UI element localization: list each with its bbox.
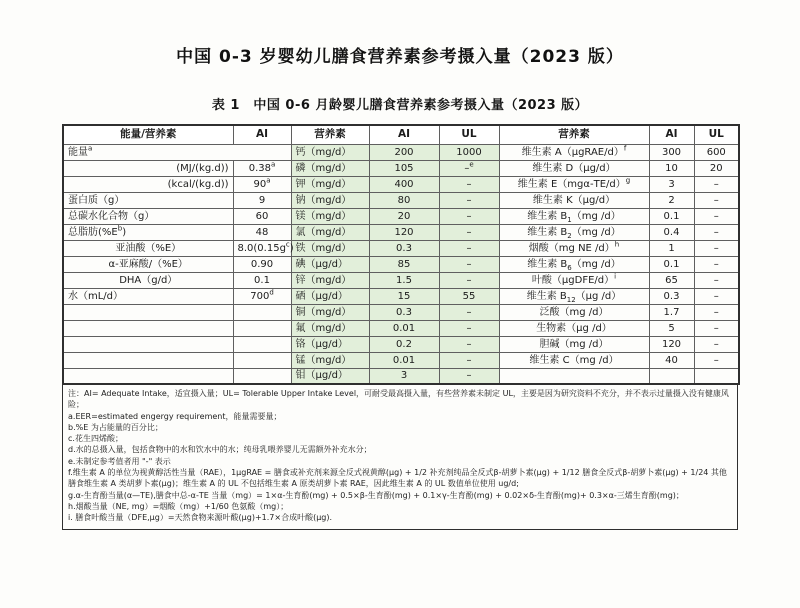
cell-mineral-name: 锌（mg/d）	[291, 272, 369, 288]
cell-vitamin-ai: 5	[649, 320, 694, 336]
cell-mineral-name: 锰（mg/d）	[291, 352, 369, 368]
table-row	[63, 208, 739, 224]
cell-vitamin-ai: 3	[649, 176, 694, 192]
cell-vitamin-ul: –	[694, 256, 739, 272]
cell-mineral-ul: –	[439, 240, 499, 256]
cell-mineral-name: 镁（mg/d）	[291, 208, 369, 224]
cell-vitamin-name: 维生素 $B_1(mg$ /d）	[499, 208, 649, 224]
cell-vitamin-ai: 65	[649, 272, 694, 288]
cell-mineral-ul: –	[439, 336, 499, 352]
cell-vitamin-ai: 2	[649, 192, 694, 208]
cell-mineral-ai: 15	[369, 288, 439, 304]
cell-mineral-ai: 80	[369, 192, 439, 208]
cell-vitamin-ai: 1.7	[649, 304, 694, 320]
cell-vitamin-ai: 0.4	[649, 224, 694, 240]
cell-vitamin-name: 生物素（μg /d）	[499, 320, 649, 336]
cell-vitamin-ul: –	[694, 208, 739, 224]
cell-energy-label	[63, 320, 233, 336]
cell-vitamin-ai: 300	[649, 144, 694, 160]
cell-vitamin-ul: 20	[694, 160, 739, 176]
cell-mineral-ul: –	[439, 208, 499, 224]
dri-table-wrapper	[62, 124, 738, 530]
cell-energy-label: α-亚麻酸/（%E）	[63, 256, 233, 272]
table-row	[63, 272, 739, 288]
footnote-line: e.未制定参考值者用 "-" 表示	[68, 456, 171, 466]
col-header-mineral-ai: AI	[369, 125, 439, 144]
cell-energy-label: 水（mL/d）	[63, 288, 233, 304]
cell-vitamin-name: 维生素 $B_6(mg$ /d）	[499, 256, 649, 272]
cell-mineral-name: 钾（mg/d）	[291, 176, 369, 192]
cell-vitamin-name: 维生素 K（μg/d）	[499, 192, 649, 208]
cell-mineral-ai: 0.3	[369, 304, 439, 320]
cell-vitamin-name	[499, 368, 649, 384]
cell-vitamin-ul: –	[694, 304, 739, 320]
cell-mineral-ai: 120	[369, 224, 439, 240]
table-row	[63, 192, 739, 208]
col-header-vitamin-ul: UL	[694, 125, 739, 144]
table-row	[63, 352, 739, 368]
cell-mineral-ai: 0.01	[369, 352, 439, 368]
cell-vitamin-ai: 1	[649, 240, 694, 256]
cell-energy-ai: $8.0(0.15g^c)$	[233, 240, 291, 256]
cell-mineral-ul: 55	[439, 288, 499, 304]
footnote-line: b.%E 为占能量的百分比；	[68, 422, 163, 432]
footnotes	[62, 385, 738, 530]
cell-energy-label: (kcal/(kg.d))	[63, 176, 233, 192]
cell-vitamin-name: 烟酸（mg NE /d）$^h$	[499, 240, 649, 256]
cell-mineral-ul: –	[439, 224, 499, 240]
table-row	[63, 368, 739, 384]
cell-energy-ai: 0.90	[233, 256, 291, 272]
header-row	[63, 125, 739, 144]
cell-energy-label	[63, 368, 233, 384]
cell-energy-label: (MJ/(kg.d))	[63, 160, 233, 176]
cell-vitamin-ul: 600	[694, 144, 739, 160]
col-header-energy-ai: AI	[233, 125, 291, 144]
cell-mineral-name: 氟（mg/d）	[291, 320, 369, 336]
cell-vitamin-ul: –	[694, 352, 739, 368]
cell-mineral-ai: 400	[369, 176, 439, 192]
footnote-line: a.EER=estimated engergy requirement，能量需要量；	[68, 411, 282, 421]
cell-vitamin-ai: 0.1	[649, 256, 694, 272]
cell-mineral-name: 硒（μg/d）	[291, 288, 369, 304]
cell-mineral-ul: –	[439, 272, 499, 288]
table-row	[63, 288, 739, 304]
cell-vitamin-ul: –	[694, 336, 739, 352]
cell-energy-label	[63, 336, 233, 352]
cell-energy-label: 总碳水化合物（g）	[63, 208, 233, 224]
cell-mineral-name: 铜（mg/d）	[291, 304, 369, 320]
table-row	[63, 320, 739, 336]
cell-energy-ai: 0.1	[233, 272, 291, 288]
cell-mineral-ul: –	[439, 304, 499, 320]
cell-energy-ai	[233, 368, 291, 384]
cell-mineral-name: 钠（mg/d）	[291, 192, 369, 208]
cell-vitamin-ai: 40	[649, 352, 694, 368]
cell-mineral-ul: –	[439, 368, 499, 384]
cell-energy-label	[63, 352, 233, 368]
cell-vitamin-ul: –	[694, 240, 739, 256]
table-caption: 表 1 中国 0-6 月龄婴儿膳食营养素参考摄入量（2023 版）	[211, 98, 589, 113]
cell-vitamin-name: 维生素 $B_2(mg$ /d）	[499, 224, 649, 240]
cell-mineral-name: 铁（mg/d）	[291, 240, 369, 256]
cell-mineral-ai: 1.5	[369, 272, 439, 288]
cell-mineral-ai: 0.2	[369, 336, 439, 352]
cell-energy-label	[63, 304, 233, 320]
table-row	[63, 336, 739, 352]
cell-mineral-ul: –	[439, 352, 499, 368]
cell-vitamin-ul: –	[694, 272, 739, 288]
footnote-line: d.水的总摄入量，包括食物中的水和饮水中的水；纯母乳喂养婴儿无需额外补充水分；	[68, 445, 372, 455]
cell-mineral-name: 氯（mg/d）	[291, 224, 369, 240]
cell-vitamin-name: 维生素 C（mg /d）	[499, 352, 649, 368]
cell-energy-label: 亚油酸（%E）	[63, 240, 233, 256]
footnote-line: h.烟酸当量（NE, mg）=烟酸（mg）+1/60 色氨酸（mg）；	[68, 501, 289, 511]
cell-mineral-name: 磷（mg/d）	[291, 160, 369, 176]
footnote-line: g.α-生育酚当量(α—TE),膳食中总-α-TE 当量（mg）= 1×α-生育酚(mg) + 0.5×β-生育酚(mg) + 0.1×γ-生育酚(mg) + 0.02×δ-生育酚(mg)+ 0.3×α-三烯生育酚(mg)；	[68, 490, 684, 500]
col-header-vitamin-nutrient: 营养素	[499, 125, 649, 144]
cell-vitamin-ai	[649, 368, 694, 384]
cell-mineral-ul: –$^e$	[439, 160, 499, 176]
cell-energy-label: DHA（g/d）	[63, 272, 233, 288]
cell-vitamin-ai: 0.1	[649, 208, 694, 224]
cell-energy-ai: 700$^d$	[233, 288, 291, 304]
cell-vitamin-name: 维生素 $B_{12}(\mu g$ /d）	[499, 288, 649, 304]
cell-energy-ai	[233, 352, 291, 368]
cell-mineral-ul: –	[439, 192, 499, 208]
cell-mineral-name: 钼（μg/d）	[291, 368, 369, 384]
cell-vitamin-ul	[694, 368, 739, 384]
cell-vitamin-ul: –	[694, 192, 739, 208]
cell-vitamin-name: 叶酸（μgDFE/d）$^i$	[499, 272, 649, 288]
table-row	[63, 176, 739, 192]
cell-energy-ai: 60	[233, 208, 291, 224]
cell-mineral-ai: 200	[369, 144, 439, 160]
cell-vitamin-ai: 120	[649, 336, 694, 352]
col-header-mineral-ul: UL	[439, 125, 499, 144]
cell-energy-label: 能量$^a$	[63, 144, 291, 160]
document-title: 中国 0-3 岁婴幼儿膳食营养素参考摄入量（2023 版）	[176, 47, 624, 67]
footnote-line: c.花生四烯酸；	[68, 434, 123, 444]
footnote-line: f.维生素 A 的单位为视黄醇活性当量（RAE），1μgRAE = 膳食或补充剂来源全反式视黄醇(μg) + 1/2 补充剂纯品全反式β-胡萝卜素(μg) + 1/12 膳食全反式β-胡萝卜素(μg) + 1/24 其他膳食维生素 A 类胡萝卜素(μg)；维生素 A 的 UL 不包括维生素 A 原类胡萝卜素 RAE，因此维生素 A 的 UL 数值单位使用 ug/d;	[68, 468, 727, 489]
cell-mineral-ai: 85	[369, 256, 439, 272]
cell-vitamin-name: 维生素 D（μg/d）	[499, 160, 649, 176]
cell-energy-ai	[233, 336, 291, 352]
table-row	[63, 144, 739, 160]
footnote-line: i. 膳食叶酸当量（DFE,μg）=天然食物来源叶酸(μg)+1.7×合成叶酸(μg).	[68, 513, 333, 523]
cell-energy-label: 蛋白质（g）	[63, 192, 233, 208]
cell-vitamin-ul: –	[694, 176, 739, 192]
cell-vitamin-ul: –	[694, 224, 739, 240]
cell-mineral-ul: 1000	[439, 144, 499, 160]
table-row	[63, 224, 739, 240]
dri-table	[62, 124, 740, 385]
cell-mineral-ul: –	[439, 256, 499, 272]
cell-energy-label: 总脂肪$(\%E^b)$	[63, 224, 233, 240]
cell-mineral-ai: 0.01	[369, 320, 439, 336]
cell-mineral-ai: 0.3	[369, 240, 439, 256]
cell-vitamin-ai: 0.3	[649, 288, 694, 304]
cell-energy-ai: 48	[233, 224, 291, 240]
cell-energy-ai: 90$^a$	[233, 176, 291, 192]
table-row	[63, 160, 739, 176]
cell-vitamin-ai: 10	[649, 160, 694, 176]
col-header-energy-nutrient: 能量/营养素	[63, 125, 233, 144]
table-row	[63, 240, 739, 256]
cell-vitamin-ul: –	[694, 320, 739, 336]
cell-energy-ai	[233, 320, 291, 336]
table-row	[63, 304, 739, 320]
cell-vitamin-name: 胆碱（mg /d）	[499, 336, 649, 352]
cell-mineral-name: 铬（μg/d）	[291, 336, 369, 352]
cell-energy-ai	[233, 304, 291, 320]
cell-vitamin-ul: –	[694, 288, 739, 304]
cell-mineral-name: 碘（μg/d）	[291, 256, 369, 272]
col-header-vitamin-ai: AI	[649, 125, 694, 144]
cell-energy-ai: 0.38$^a$	[233, 160, 291, 176]
cell-mineral-name: 钙（mg/d）	[291, 144, 369, 160]
cell-mineral-ul: –	[439, 176, 499, 192]
cell-vitamin-name: 泛酸（mg /d）	[499, 304, 649, 320]
cell-vitamin-name: 维生素 $E(mg\alpha-TE/d)^g$	[499, 176, 649, 192]
cell-vitamin-name: 维生素 A（μgRAE/d）$^f$	[499, 144, 649, 160]
col-header-mineral-nutrient: 营养素	[291, 125, 369, 144]
cell-mineral-ul: –	[439, 320, 499, 336]
cell-mineral-ai: 20	[369, 208, 439, 224]
cell-mineral-ai: 105	[369, 160, 439, 176]
table-row	[63, 256, 739, 272]
cell-mineral-ai: 3	[369, 368, 439, 384]
footnote-line: 注：AI= Adequate Intake，适宜摄入量；UL= Tolerable Upper Intake Level，可耐受最高摄入量，有些营养素未制定 UL，主要是因为研究资料不充分，并不表示过量摄入没有健康风险；	[68, 389, 729, 410]
cell-energy-ai: 9	[233, 192, 291, 208]
